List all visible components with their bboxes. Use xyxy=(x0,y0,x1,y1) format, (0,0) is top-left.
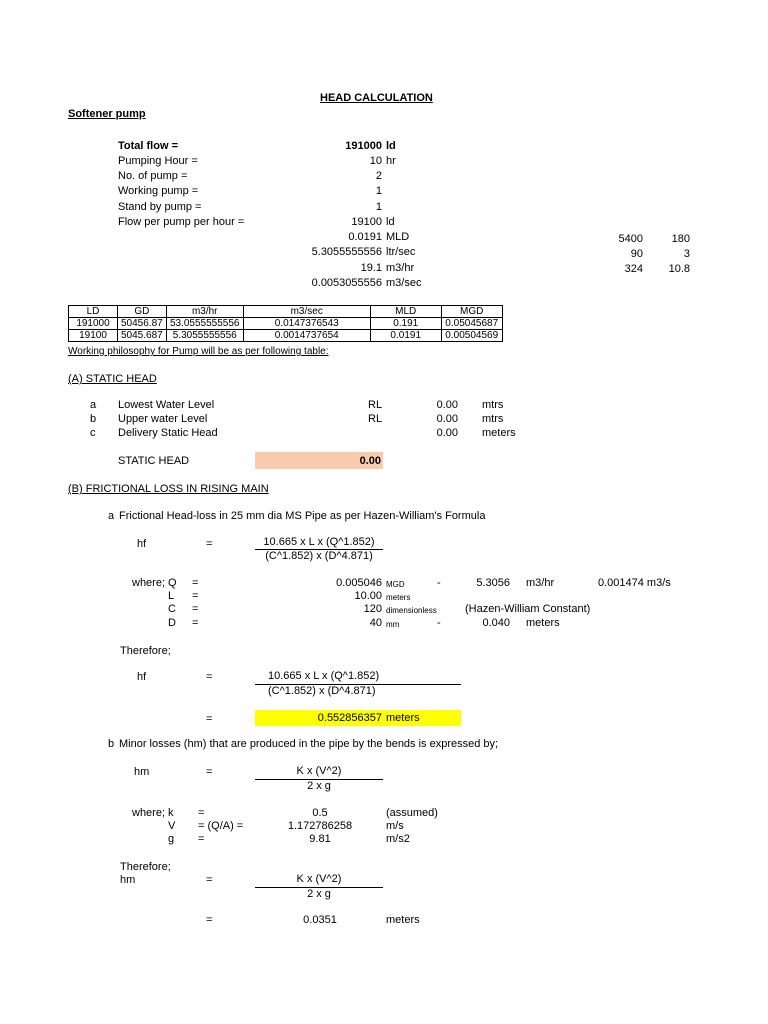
table-cell: 50456.87 xyxy=(118,318,167,330)
item-label: Upper water Level xyxy=(118,413,208,425)
var-value: 120 xyxy=(363,603,382,615)
table-header: m3/hr xyxy=(166,306,243,318)
hf-label: hf xyxy=(137,538,147,550)
conversion-unit: ltr/sec xyxy=(386,246,416,258)
table-header: m3/sec xyxy=(243,306,370,318)
minor-description: Minor losses (hm) that are produced in the pipe by the bends is expressed by; xyxy=(119,738,499,750)
var-eq: = (Q/A) = xyxy=(198,820,244,832)
var-unit: mm xyxy=(386,620,400,629)
where-label: where; xyxy=(132,807,166,819)
item-unit: mtrs xyxy=(482,399,504,411)
item-letter: c xyxy=(90,427,96,439)
formula-numerator: K x (V^2) xyxy=(296,873,342,885)
item-letter: b xyxy=(108,738,115,750)
conversion-unit: MLD xyxy=(386,231,410,243)
conversion-value: 5.3055555556 xyxy=(311,246,382,258)
table-cell: 19100 xyxy=(69,330,118,342)
var-value: 10.00 xyxy=(354,590,382,602)
var-eq: = xyxy=(198,833,205,845)
formula-denominator: 2 x g xyxy=(307,780,331,792)
var-dash: - xyxy=(437,577,441,589)
var-conv-unit: meters xyxy=(526,617,560,629)
var-eq: = xyxy=(192,617,199,629)
var-unit: m/s2 xyxy=(386,833,410,845)
therefore-label: Therefore; xyxy=(120,645,171,657)
conversion-value: 19.1 xyxy=(360,262,382,274)
conversion-value: 0.0191 xyxy=(348,231,382,243)
hm-label: hm xyxy=(120,874,136,886)
item-rl: RL xyxy=(368,399,383,411)
formula-numerator: 10.665 x L x (Q^1.852) xyxy=(268,670,380,682)
equals-sign: = xyxy=(206,914,213,926)
table-header: MLD xyxy=(370,306,441,318)
side-value: 3 xyxy=(683,248,690,260)
flow-table xyxy=(68,305,503,342)
var-name: k xyxy=(168,807,174,819)
table-cell: 5.3055555556 xyxy=(166,330,243,342)
item-rl: RL xyxy=(368,413,383,425)
table-cell: 0.0014737654 xyxy=(243,330,370,342)
equals-sign: = xyxy=(206,671,213,683)
var-unit: m/s xyxy=(386,820,404,832)
hf-label: hf xyxy=(137,671,147,683)
item-label: Delivery Static Head xyxy=(118,427,218,439)
pumping-hour-value: 10 xyxy=(369,155,382,167)
table-cell: 0.191 xyxy=(370,318,441,330)
table-cell: 53.0555555556 xyxy=(166,318,243,330)
flow-per-pump-value: 19100 xyxy=(351,216,382,228)
table-note: Working philosophy for Pump will be as per following table: xyxy=(68,346,329,357)
var-name: L xyxy=(168,590,175,602)
standby-pump-value: 1 xyxy=(375,201,382,213)
var-eq: = xyxy=(192,603,199,615)
var-unit: dimensionless xyxy=(386,606,437,615)
table-row xyxy=(69,330,503,342)
total-flow-label: Total flow = xyxy=(118,140,178,152)
var-value: 0.5 xyxy=(312,807,328,819)
var-name: V xyxy=(168,820,176,832)
no-of-pump-value: 2 xyxy=(375,170,382,182)
table-header-row xyxy=(69,306,503,318)
formula-denominator: (C^1.852) x (D^4.871) xyxy=(265,550,373,562)
flow-per-pump-unit: ld xyxy=(386,216,395,228)
static-head-total-label: STATIC HEAD xyxy=(118,455,190,467)
equals-sign: = xyxy=(206,766,213,778)
var-name: g xyxy=(168,833,175,845)
var-unit: MGD xyxy=(386,580,405,589)
var-value: 0.005046 xyxy=(336,577,382,589)
var-eq: = xyxy=(198,807,205,819)
equals-sign: = xyxy=(206,874,213,886)
static-head-heading: (A) STATIC HEAD xyxy=(68,373,157,385)
total-flow-unit: ld xyxy=(386,140,396,152)
table-cell: 191000 xyxy=(69,318,118,330)
hm-label: hm xyxy=(134,766,150,778)
table-header: LD xyxy=(69,306,118,318)
equals-sign: = xyxy=(206,538,213,550)
formula-denominator: (C^1.852) x (D^4.871) xyxy=(268,685,376,697)
static-head-total-value: 0.00 xyxy=(359,455,381,467)
formula-denominator: 2 x g xyxy=(307,888,331,900)
formula-numerator: K x (V^2) xyxy=(296,765,342,777)
item-unit: meters xyxy=(482,427,516,439)
therefore-label: Therefore; xyxy=(120,861,171,873)
equals-sign: = xyxy=(206,713,213,725)
item-value: 0.00 xyxy=(436,413,458,425)
side-value: 90 xyxy=(630,248,643,260)
pumping-hour-unit: hr xyxy=(386,155,396,167)
minor-result-value: 0.0351 xyxy=(303,914,337,926)
var-eq: = xyxy=(192,577,199,589)
var-value: 1.172786258 xyxy=(287,820,353,832)
var-unit: (assumed) xyxy=(386,807,438,819)
conversion-value: 0.0053055556 xyxy=(311,277,382,289)
table-cell: 5045.687 xyxy=(118,330,167,342)
table-header: MGD xyxy=(441,306,502,318)
var-unit: meters xyxy=(386,593,411,602)
var-value: 40 xyxy=(369,617,382,629)
item-letter: b xyxy=(90,413,97,425)
var-conv-value: 0.040 xyxy=(482,617,510,629)
friction-result-unit: meters xyxy=(386,712,420,724)
standby-pump-label: Stand by pump = xyxy=(118,201,202,213)
friction-heading: (B) FRICTIONAL LOSS IN RISING MAIN xyxy=(68,483,269,495)
working-pump-value: 1 xyxy=(375,185,382,197)
pumping-hour-label: Pumping Hour = xyxy=(118,155,198,167)
table-header: GD xyxy=(118,306,167,318)
conversion-unit: m3/sec xyxy=(386,277,422,289)
working-pump-label: Working pump = xyxy=(118,185,199,197)
where-label: where; xyxy=(132,577,166,589)
page-title: HEAD CALCULATION xyxy=(320,92,433,104)
var-name: Q xyxy=(168,577,177,589)
table-cell: 0.05045687 xyxy=(441,318,502,330)
friction-description: Frictional Head-loss in 25 mm dia MS Pipe as per Hazen-William's Formula xyxy=(119,510,486,522)
var-extra: 0.001474 m3/s xyxy=(598,577,671,589)
item-value: 0.00 xyxy=(436,427,458,439)
var-name: D xyxy=(168,617,176,629)
item-value: 0.00 xyxy=(436,399,458,411)
friction-result-value: 0.552856357 xyxy=(317,712,382,724)
var-value: 9.81 xyxy=(309,833,331,845)
formula-numerator: 10.665 x L x (Q^1.852) xyxy=(263,536,375,548)
var-conv-unit: m3/hr xyxy=(526,577,555,589)
flow-per-pump-label: Flow per pump per hour = xyxy=(118,216,245,228)
section-title: Softener pump xyxy=(68,108,146,120)
side-value: 324 xyxy=(624,263,643,275)
side-value: 10.8 xyxy=(668,263,690,275)
var-name: C xyxy=(168,603,176,615)
conversion-unit: m3/hr xyxy=(386,262,415,274)
no-of-pump-label: No. of pump = xyxy=(118,170,188,182)
side-value: 5400 xyxy=(618,233,643,245)
total-flow-value: 191000 xyxy=(345,140,382,152)
side-value: 180 xyxy=(671,233,690,245)
minor-result-unit: meters xyxy=(386,914,420,926)
table-row xyxy=(69,318,503,330)
table-cell: 0.0147376543 xyxy=(243,318,370,330)
var-note: (Hazen-William Constant) xyxy=(465,603,591,615)
var-eq: = xyxy=(192,590,199,602)
var-dash: - xyxy=(437,617,441,629)
item-label: Lowest Water Level xyxy=(118,399,215,411)
item-letter: a xyxy=(108,510,115,522)
item-unit: mtrs xyxy=(482,413,504,425)
table-cell: 0.00504569 xyxy=(441,330,502,342)
var-conv-value: 5.3056 xyxy=(476,577,510,589)
item-letter: a xyxy=(90,399,97,411)
table-cell: 0.0191 xyxy=(370,330,441,342)
